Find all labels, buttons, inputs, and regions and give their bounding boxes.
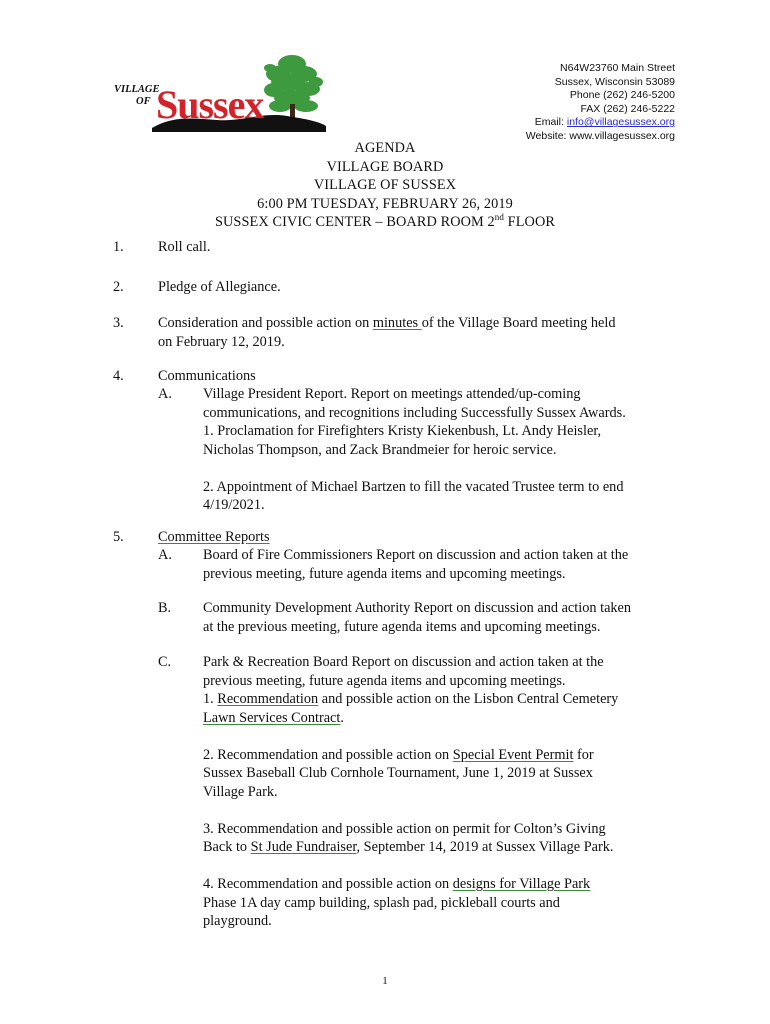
item-5b-letter: B. (158, 600, 172, 616)
committee-reports-link[interactable]: Committee Reports (158, 529, 270, 545)
item-3-text: Consideration and possible action on minutes of the Village Board meeting held on February 12, 2019. (158, 315, 616, 350)
title-location: SUSSEX CIVIC CENTER – BOARD ROOM 2nd FLOOR (214, 212, 556, 230)
address-street: N64W23760 Main Street (560, 62, 675, 74)
village-address-block (526, 62, 675, 144)
item-5c-letter: C. (158, 654, 172, 670)
lawn-services-contract-link[interactable]: Lawn Services Contract (203, 709, 341, 726)
recommendation-link[interactable]: Recommendation (217, 691, 319, 707)
item-5-number: 5. (113, 529, 124, 545)
title-agenda: AGENDA (354, 140, 416, 156)
item-2-text: Pledge of Allegiance. (158, 279, 281, 295)
svg-text:VILLAGE: VILLAGE (114, 84, 160, 95)
address-city: Sussex, Wisconsin 53089 (554, 75, 675, 88)
email-link[interactable]: info@villagesussex.org (566, 116, 675, 129)
item-4-number: 4. (113, 368, 124, 384)
title-datetime: 6:00 PM TUESDAY, FEBRUARY 26, 2019 (257, 195, 513, 212)
item-5a-text: Board of Fire Commissioners Report on discussion and action taken at the previous meeting, future agenda items and upcoming meetings. (203, 547, 629, 582)
designs-village-park-link[interactable]: designs for Village Park (452, 876, 591, 892)
item-1-text: Roll call. (158, 239, 211, 255)
item-5c-text: Park & Recreation Board Report on discussion and action taken at the previous meeting, future agenda items and upcoming meetings. 1. Recommendation and possible action on the Lisbon Central Cemetery Lawn Services Contract. 2. Recommendation and possible action on Special Event Permit for Sussex Baseball Club Cornhole Tournament, June 1, 2019 at Sussex Village Park. 3. Recommendation and possible action on permit for Colton’s Giving Back to St Jude Fundraiser, September 14, 2019 at Sussex Village Park. 4. Recommendation and possible action on designs for Village Park Phase 1A day camp building, splash pad, pickleball courts and playground. (203, 654, 619, 929)
address-website: Website: www.villagesussex.org (525, 129, 675, 142)
svg-text:Sussex: Sussex (156, 82, 264, 127)
address-phone: Phone (262) 246-5200 (569, 89, 675, 102)
item-5a-letter: A. (158, 547, 172, 563)
title-village: VILLAGE OF SUSSEX (313, 177, 457, 193)
tree-icon (264, 55, 323, 112)
address-fax: FAX (262) 246-5222 (580, 102, 675, 115)
item-2-number: 2. (113, 279, 124, 295)
village-of-sussex-logo (112, 52, 327, 134)
minutes-link[interactable]: minutes (372, 315, 422, 331)
item-4-heading: Communications (158, 368, 256, 384)
item-4a-letter: A. (158, 386, 172, 402)
address-email-line (526, 116, 675, 130)
page-number: 1 (382, 975, 388, 987)
svg-text:OF: OF (136, 96, 151, 107)
special-event-permit-link[interactable]: Special Event Permit (452, 746, 574, 763)
email-label: Email: (534, 116, 564, 129)
agenda-title (0, 139, 770, 232)
item-4a-text: Village President Report. Report on meetings attended/up-coming communications, and recognitions including Successfully Sussex Awards. 1. Proclamation for Firefighters Kristy Kiekenbush, Lt. Andy Heisler, Nicholas Thompson, and Zack Brandmeier for heroic service. 2. Appointment of Michael Bartzen to fill the vacated Trustee term to end 4/19/2021. (203, 386, 626, 513)
title-board: VILLAGE BOARD (326, 158, 444, 175)
item-5-heading (158, 528, 678, 547)
item-3-number: 3. (113, 315, 124, 331)
sussex-logo-graphic (112, 52, 327, 134)
item-5b-text: Community Development Authority Report on discussion and action taken at the previous meeting, future agenda items and upcoming meetings. (203, 600, 632, 635)
st-jude-fundraiser-link[interactable]: St Jude Fundraiser (250, 839, 357, 855)
item-1-number: 1. (113, 239, 124, 255)
